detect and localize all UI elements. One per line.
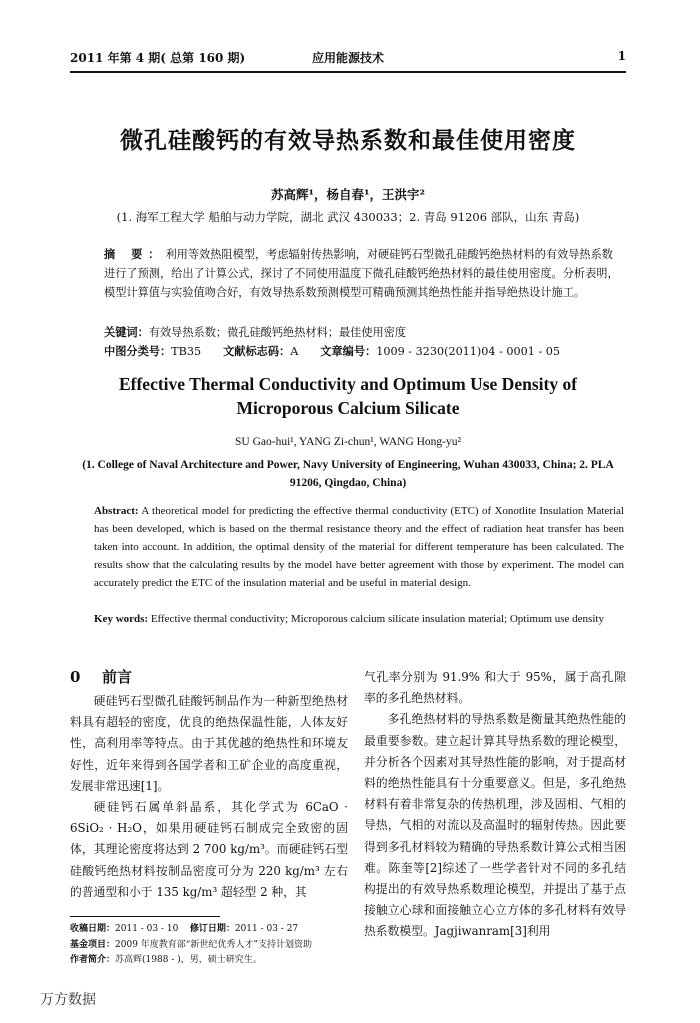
received-date: 2011 - 03 - 10 [115,924,179,934]
abstract-en-label: Abstract: [94,505,139,517]
fund-text: 2009 年度教育部“新世纪优秀人才”支持计划资助 [115,939,312,950]
revised-date: 2011 - 03 - 27 [234,924,299,934]
classification-line [104,342,624,361]
received-label: 收稿日期： [70,924,116,934]
clc-value: TB35 [171,345,202,358]
english-title: Effective Thermal Conductivity and Optimum Use Density of Microporous Calcium Silicate [118,374,578,418]
paragraph: 气孔率分别为 91.9% 和大于 95%，属于高孔隙率的多孔绝热材料。 [364,670,626,706]
keywords-label: 关键词： [104,325,149,339]
paragraph: 多孔绝热材料的导热系数是衡量其绝热性能的最重要参数。建立起计算其导热系数的理论模型，并分析各个因素对其导热性能的影响，对于提高材料的绝热性能具有十分重要意义。但是，多孔绝热材料有着非常复杂的传热机理，涉及固相、气相的导热，气相的对流以及高温时的辐射传热。因此要得到多孔材料较为精确的导热系数计算公式相当困难。陈奎等[2]综述了一些学者针对不同的多孔结构提出的有效导热系数理论模型，并提出了基于点接触立心球和面接触立心立方体的多孔材料有效导热系数模型。Jagjiwanram[3]利用 [364,712,626,939]
chinese-affiliation: (1. 海军工程大学 船舶与动力学院，湖北 武汉 430033；2. 青岛 91206 部队，山东 青岛) [116,210,580,224]
keywords-en-text: Effective thermal conductivity; Microporous calcium silicate insulation material; Optimum use density [150,613,604,625]
right-column [364,667,626,943]
fund-label: 基金项目： [70,939,116,950]
abstract-en-text: A theoretical model for predicting the effective thermal conductivity (ETC) of Xonotlite Insulation Material has been developed, which is based on the thermal resistance theory and the effect of radiation heat transfer has been taken into account. In addition, the optimal density of the material for different temperature has been calculated. The results show that the calculating results by the model have better agreement with those by experiment. The model can accurately predict the ETC of the insulation material and be useful in material design. [94,505,624,589]
chinese-abstract [104,245,624,321]
paragraph: 硬硅钙石型微孔硅酸钙制品作为一种新型绝热材料具有超轻的密度，优良的绝热保温性能，人体友好性，高利用率等特点。由于其优越的绝热性和环境友好性，近年来得到各国学者和工矿企业的高度重视，发展非常迅速[1]。 [70,694,348,793]
section-number: 0 [70,668,81,686]
clc-label: 中图分类号： [104,344,172,358]
author-bio [70,953,350,969]
abstract-label: 摘 要： [104,247,166,261]
footnotes [70,922,350,969]
header-rule [70,71,626,73]
doc-code-label: 文献标志码： [223,344,291,358]
running-header [70,46,626,68]
article-number-value: 1009 - 3230(2011)04 - 0001 - 05 [376,345,561,358]
english-keywords [94,610,624,628]
received-dates [70,922,350,938]
section-title: 前言 [102,668,133,686]
left-column [70,667,348,903]
chinese-authors: 苏高辉¹，杨自春¹，王洪宇² [271,187,425,202]
journal-name: 应用能源技术 [311,51,384,65]
author-bio-label: 作者简介： [70,955,116,965]
keywords-text: 有效导热系数；微孔硅酸钙绝热材料；最佳使用密度 [148,326,407,339]
paragraph: 硬硅钙石属单斜晶系，其化学式为 6CaO · 6SiO₂ · H₂O，如果用硬硅钙石制成完全致密的固体，其理论密度将达到 2 700 kg/m³。而硬硅钙石型硅酸钙绝热材料按制品密度可分为 220 kg/m³ 左右的普通型和小于 135 kg/m³ 超轻型 2 种，其 [70,800,348,899]
chinese-title: 微孔硅酸钙的有效导热系数和最佳使用密度 [120,127,576,154]
keywords-en-label: Key words: [94,613,149,625]
section-heading [70,667,348,689]
author-bio-text: 苏高辉(1988 - )，男，硕士研究生。 [115,955,262,965]
article-number-label: 文章编号： [320,344,377,358]
abstract-text: 利用等效热阻模型，考虑辐射传热影响，对硬硅钙石型微孔硅酸钙绝热材料的有效导热系数进行了预测，给出了计算公式，探讨了不同使用温度下微孔硅酸钙绝热材料的最佳使用密度。分析表明，模型计算值与实验值吻合好，有效导热系数预测模型可精确预测其绝热性能并指导绝热设计施工。 [104,248,619,299]
revised-label: 修订日期： [189,924,235,934]
issue-info: 2011 年第 4 期( 总第 160 期) [70,51,246,65]
watermark: 万方数据 [40,992,96,1008]
doc-code-value: A [290,345,299,358]
page-number: 1 [617,49,626,63]
footnote-rule [70,916,220,917]
english-affiliation: (1. College of Naval Architecture and Power, Navy University of Engineering, Wuhan 430033, China; 2. PLA 91206, Qingdao, China) [82,459,614,489]
english-abstract [94,502,624,592]
english-authors: SU Gao-hui¹, YANG Zi-chun¹, WANG Hong-yu² [235,436,461,448]
chinese-keywords [104,323,624,342]
fund-info [70,938,350,954]
